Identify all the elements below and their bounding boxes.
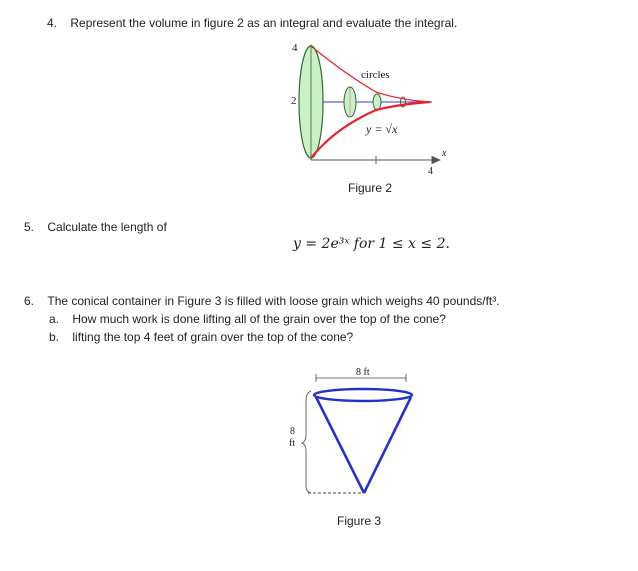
x-tick-4: 4: [428, 166, 433, 177]
cone-left-side: [316, 397, 364, 493]
y-tick-2: 2: [291, 95, 297, 107]
question-6b-label: b.: [49, 330, 60, 344]
question-6-number: 6.: [24, 294, 35, 308]
cone-height-number: 8: [290, 426, 295, 437]
height-bracket: [302, 391, 311, 493]
x-axis-label: x: [442, 148, 447, 159]
figure-3-caption: Figure 3: [337, 514, 382, 528]
circles-label: circles: [361, 69, 390, 81]
question-6a-label: a.: [49, 312, 60, 326]
question-5-number: 5.: [24, 220, 35, 234]
question-6a-text: How much work is done lifting all of the grain over the top of the cone?: [72, 312, 446, 326]
figure-2-caption: Figure 2: [348, 181, 393, 195]
cone-height-unit: ft: [289, 438, 296, 449]
question-4-number: 4.: [47, 16, 58, 30]
y-tick-4: 4: [292, 42, 298, 54]
question-5-formula: y = 2e³ˣ for 1 ≤ x ≤ 2.: [293, 236, 450, 252]
question-6-text: The conical container in Figure 3 is filled with loose grain which weighs 40 pounds/ft³.: [47, 294, 500, 308]
cone-width-label: 8 ft: [356, 367, 370, 378]
curve-equation: y = √x: [366, 122, 398, 136]
cone-right-side: [364, 397, 411, 493]
question-6b-text: lifting the top 4 feet of grain over the top of the cone?: [72, 330, 354, 344]
question-5-text: Calculate the length of: [47, 220, 167, 234]
cone-rim: [314, 389, 412, 401]
question-4-text: Represent the volume in figure 2 as an integral and evaluate the integral.: [70, 16, 458, 30]
